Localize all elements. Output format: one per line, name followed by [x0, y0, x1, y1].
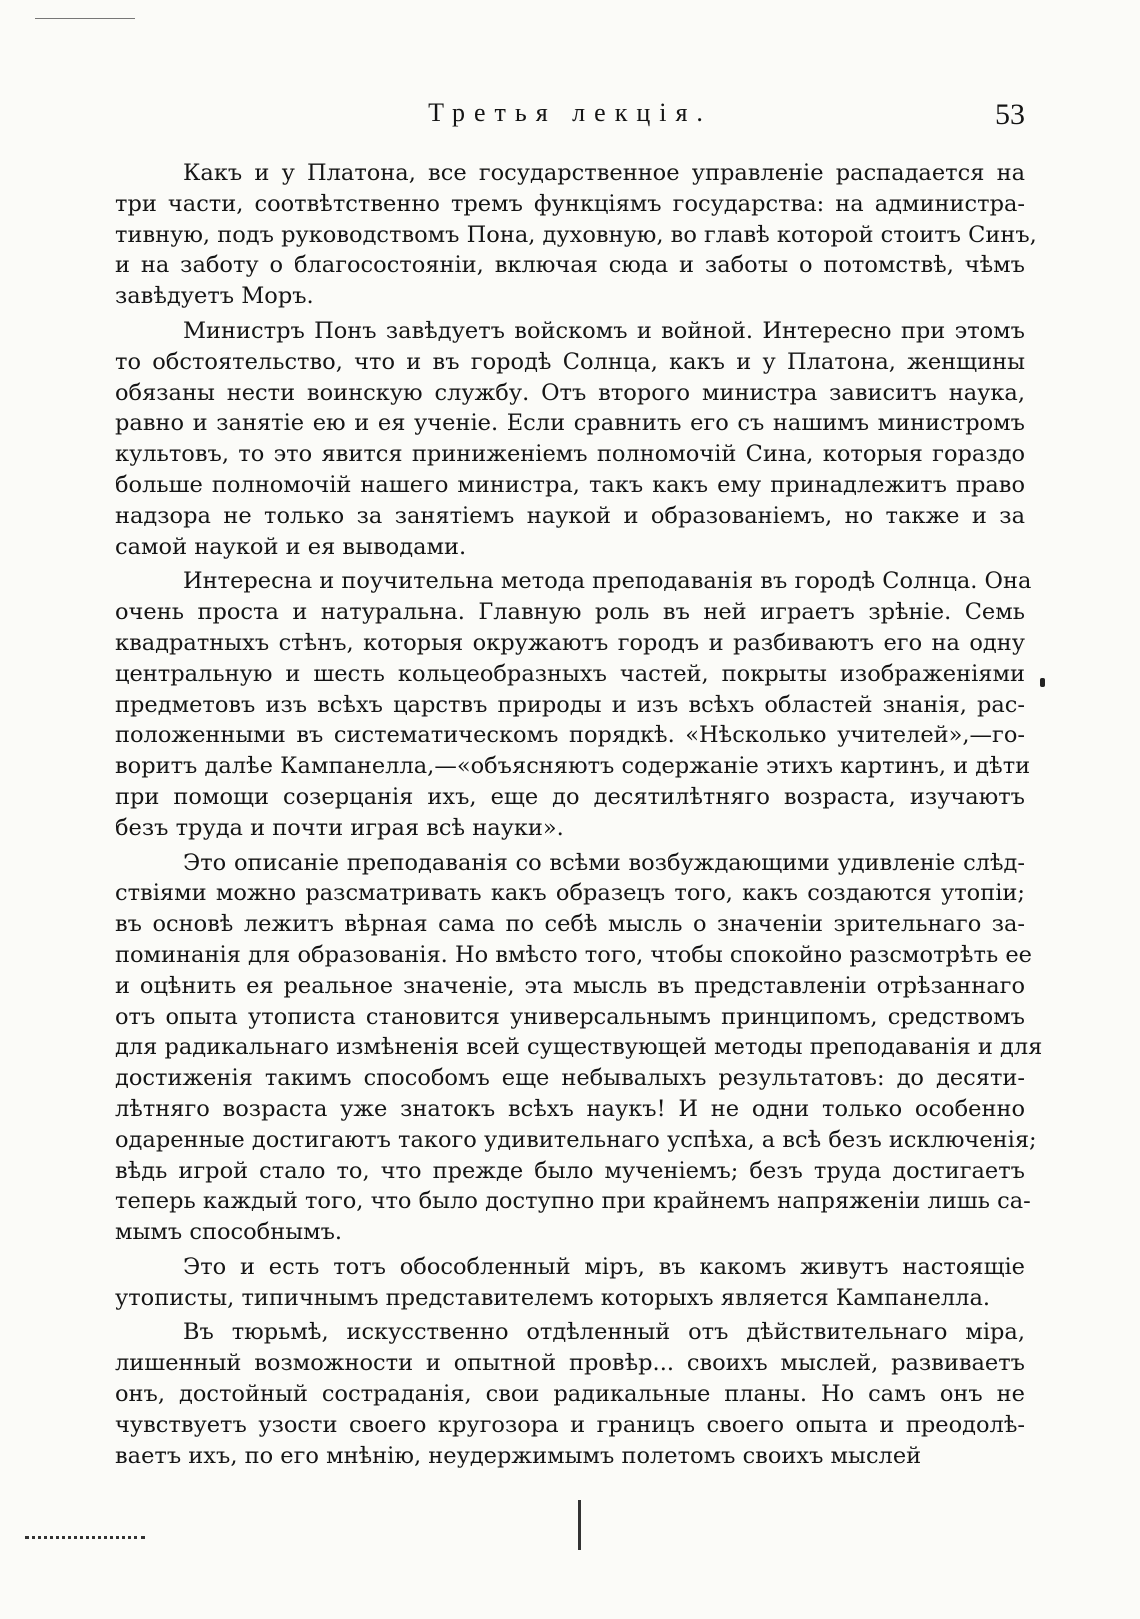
- text-line: лѣтняго возраста уже знатокъ всѣхъ наукъ! И не одни только особенно: [115, 1095, 1025, 1122]
- text-line: при помощи созерцанія ихъ, еще до десятилѣтняго возраста, изучаютъ: [115, 783, 1025, 810]
- text-line: больше полномочій нашего министра, такъ какъ ему принадлежитъ право: [115, 471, 1025, 498]
- text-line: предметовъ изъ всѣхъ царствъ природы и изъ всѣхъ областей знанія, рас-: [115, 691, 1025, 718]
- text-line: поминанія для образованія. Но вмѣсто того, чтобы спокойно разсмотрѣть ее: [115, 941, 1032, 968]
- text-line: три части, соотвѣтственно тремъ функціямъ государства: на администра-: [115, 190, 1025, 217]
- text-line: достиженія такимъ способомъ еще небывалыхъ результатовъ: до десяти-: [115, 1065, 1025, 1092]
- paragraph: [115, 566, 1032, 843]
- text-line: надзора не только за занятіемъ наукой и образованіемъ, но также и за: [115, 502, 1025, 529]
- text-line: одаренные достигаютъ такого удивительнаго успѣха, а всѣ безъ исключенія;: [115, 1126, 1037, 1153]
- paragraph: [115, 1317, 1025, 1471]
- text-line: обязаны нести воинскую службу. Отъ второго министра зависитъ наука,: [115, 379, 1025, 406]
- text-line: и на заботу о благосостояніи, включая сюда и заботы о потомствѣ, чѣмъ: [115, 252, 1025, 279]
- text-line: вѣдь игрой стало то, что прежде было мученіемъ; безъ труда достигаетъ: [115, 1157, 1025, 1184]
- text-line: ваетъ ихъ, по его мнѣнію, неудержимымъ полетомъ своихъ мыслей: [115, 1442, 922, 1469]
- text-line: Какъ и у Платона, все государственное управленіе распадается на: [183, 160, 1025, 186]
- paragraph: [115, 1252, 1025, 1314]
- text-line: тивную, подъ руководствомъ Пона, духовную, во главѣ которой стоитъ Синъ,: [115, 221, 1037, 248]
- paragraph: [115, 158, 1037, 312]
- text-line: Это и есть тотъ обособленный міръ, въ какомъ живутъ настоящіе: [183, 1253, 1025, 1280]
- text-line: онъ, достойный состраданія, свои радикальные планы. Но самъ онъ не: [115, 1381, 1025, 1408]
- text-line: очень проста и натуральна. Главную роль въ ней играетъ зрѣніе. Семь: [115, 599, 1025, 626]
- text-line: положенными въ систематическомъ порядкѣ. «Нѣсколько учителей»,—го-: [115, 722, 1025, 749]
- text-line: культовъ, то это явится приниженіемъ полномочій Сина, которыя гораздо: [115, 441, 1025, 468]
- text-line: Интересна и поучительна метода преподаванія въ городѣ Солнца. Она: [183, 568, 1032, 595]
- text-line: для радикальнаго измѣненія всей существующей методы преподаванія и для: [115, 1034, 1043, 1061]
- text-line: въ основѣ лежитъ вѣрная сама по себѣ мысль о значеніи зрительнаго за-: [115, 911, 1025, 938]
- text-line: квадратныхъ стѣнъ, которыя окружаютъ городъ и разбиваютъ его на одну: [115, 629, 1025, 656]
- text-line: то обстоятельство, что и въ городѣ Солнца, какъ и у Платона, женщины: [115, 348, 1025, 375]
- paragraph: [115, 848, 1043, 1248]
- body-text: [115, 158, 1043, 1475]
- text-line: Въ тюрьмѣ, искусственно отдѣленный отъ дѣйствительнаго міра,: [183, 1319, 1025, 1346]
- text-line: мымъ способнымъ.: [115, 1219, 343, 1246]
- text-line: безъ труда и почти играя всѣ науки».: [115, 814, 564, 841]
- page-number: 53: [995, 98, 1025, 131]
- text-line: чувствуетъ узости своего кругозора и границъ своего опыта и преодолѣ-: [115, 1411, 1025, 1438]
- text-line: самой наукой и ея выводами.: [115, 533, 467, 560]
- text-line: завѣдуетъ Моръ.: [115, 283, 314, 310]
- text-line: отъ опыта утописта становится универсальнымъ принципомъ, средствомъ: [115, 1003, 1025, 1030]
- text-line: равно и занятіе ею и ея ученіе. Если сравнить его съ нашимъ министромъ: [115, 410, 1025, 437]
- text-line: теперь каждый того, что было доступно при крайнемъ напряженіи лишь са-: [115, 1188, 1031, 1215]
- text-line: воритъ далѣе Кампанелла,—«объясняютъ содержаніе этихъ картинъ, и дѣти: [115, 753, 1031, 780]
- scan-artifact-bottom-left: [25, 1528, 145, 1539]
- text-line: Это описаніе преподаванія со всѣми возбуждающими удивленіе слѣд-: [183, 849, 1025, 876]
- text-line: утописты, типичнымъ представителемъ которыхъ является Кампанелла.: [115, 1284, 991, 1311]
- scan-artifact-top: [35, 15, 135, 19]
- running-title: Третья лекція.: [428, 98, 712, 127]
- scan-artifact-bottom-center: [578, 1500, 581, 1550]
- text-line: и оцѣнить ея реальное значеніе, эта мысль въ представленіи отрѣзаннаго: [115, 972, 1025, 999]
- paragraph: [115, 316, 1025, 562]
- text-line: ствіями можно разсматривать какъ образецъ того, какъ создаются утопіи;: [115, 880, 1025, 907]
- page-header: [115, 98, 1025, 138]
- text-line: Министръ Понъ завѣдуетъ войскомъ и войной. Интересно при этомъ: [183, 317, 1025, 344]
- text-line: лишенный возможности и опытной провѣр... своихъ мыслей, развиваетъ: [115, 1350, 1025, 1377]
- text-line: центральную и шесть кольцеобразныхъ частей, покрыты изображеніями: [115, 660, 1025, 687]
- scan-speck: [1040, 678, 1045, 687]
